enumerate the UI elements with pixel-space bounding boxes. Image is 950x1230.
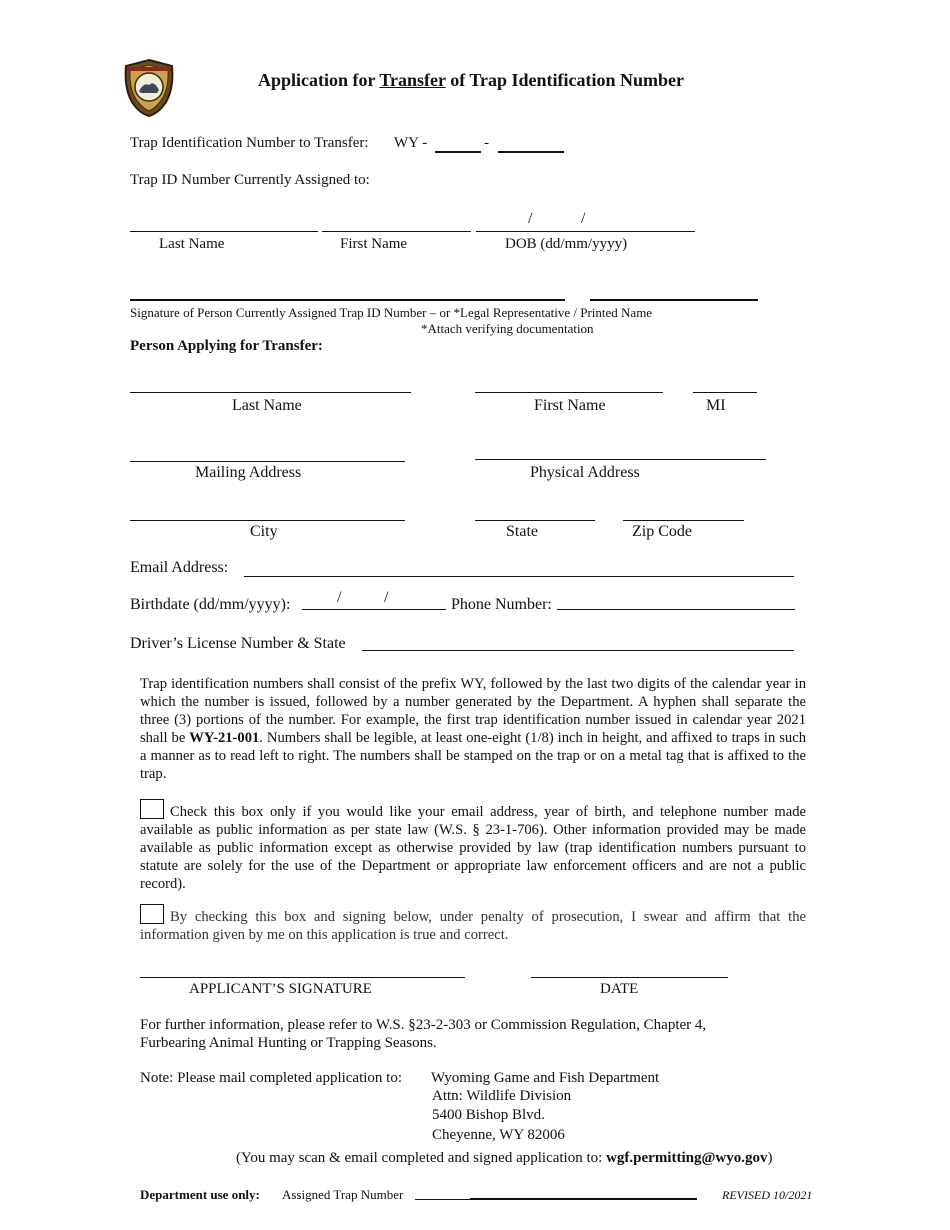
birth-slash: / <box>337 589 342 606</box>
date-label: DATE <box>600 981 639 997</box>
applicant-first-name-label: First Name <box>534 397 606 414</box>
attach-note: *Attach verifying documentation <box>421 321 594 336</box>
birthdate-field[interactable] <box>302 609 446 610</box>
title-suffix: of Trap Identification Number <box>445 70 685 90</box>
mail-note: Note: Please mail completed application to: <box>140 1070 403 1086</box>
page-title <box>258 70 684 91</box>
dob-slash: / <box>528 210 533 227</box>
current-dob-field[interactable] <box>476 231 695 232</box>
rules-text-a: Trap identification numbers shall consist of the prefix WY, followed by the last two digits of the calendar year in which the number is issued, followed by a number generated by the Department. A hyphen shall separate the three (3) portions of the number. For example, the first trap identification number issued in calendar year 2021 shall be <box>140 676 806 746</box>
transfer-label: Trap Identification Number to Transfer: <box>130 135 369 151</box>
current-last-name-label: Last Name <box>159 236 225 252</box>
address-line-3: 5400 Bishop Blvd. <box>432 1107 545 1123</box>
signature-caption: Signature of Person Currently Assigned Trap ID Number – or *Legal Representative / Printed Name <box>130 305 653 320</box>
license-label: Driver’s License Number & State <box>130 635 346 652</box>
affirm-checkbox[interactable] <box>140 904 164 924</box>
applicant-signature-label: APPLICANT’S SIGNATURE <box>189 981 372 997</box>
revised-date: REVISED 10/2021 <box>722 1188 813 1202</box>
applicant-last-name-field[interactable] <box>130 392 411 393</box>
applicant-signature-field[interactable] <box>140 977 465 978</box>
current-signature-field[interactable] <box>130 299 565 301</box>
affirm-text: By checking this box and signing below, under penalty of prosecution, I swear and affirm that the information given by me on this application is true and correct. <box>140 909 806 943</box>
public-info-text: Check this box only if you would like your email address, year of birth, and telephone number made available as public information as per state law (W.S. § 23-1-706). Other information provided may be made available as public information except as otherwise provided by law (trap identification numbers pursuant to statute are solely for the use of the Department or appropriate law enforcement officers and are not a public record). <box>140 804 806 892</box>
transfer-year-field[interactable] <box>435 151 481 153</box>
birthdate-label: Birthdate (dd/mm/yyyy): <box>130 596 291 613</box>
wyoming-game-fish-badge-icon <box>122 58 176 118</box>
address-line-1: Wyoming Game and Fish Department <box>431 1070 660 1086</box>
title-transfer: Transfer <box>379 70 446 90</box>
birth-slash: / <box>384 589 389 606</box>
address-line-4: Cheyenne, WY 82006 <box>432 1127 565 1143</box>
license-field[interactable] <box>362 650 794 651</box>
public-info-checkbox[interactable] <box>140 799 164 819</box>
physical-address-field[interactable] <box>475 459 766 460</box>
rules-text-b: . Numbers shall be legible, at least one-eight (1/8) inch in height, and affixed to traps in such a manner as to read left to right. The numbers shall be stamped on the trap or on a metal tag that is affixed to the trap. <box>140 730 806 782</box>
further-info: For further information, please refer to W.S. §23-2-303 or Commission Regulation, Chapter 4, Furbearing Animal Hunting or Trapping Seasons. <box>140 1017 707 1051</box>
mailing-address-label: Mailing Address <box>195 464 302 481</box>
applicant-mi-label: MI <box>706 397 726 414</box>
phone-field[interactable] <box>557 609 795 610</box>
current-first-name-label: First Name <box>340 236 408 252</box>
state-field[interactable] <box>475 520 595 521</box>
scan-close: ) <box>767 1150 773 1166</box>
physical-address-label: Physical Address <box>530 464 640 481</box>
email-label: Email Address: <box>130 559 229 576</box>
zip-code-label: Zip Code <box>632 523 692 540</box>
assigned-trap-label: Assigned Trap Number <box>282 1187 404 1202</box>
zip-code-field[interactable] <box>623 520 744 521</box>
date-field[interactable] <box>531 977 728 978</box>
current-last-name-field[interactable] <box>130 231 318 232</box>
current-dob-label: DOB (dd/mm/yyyy) <box>505 236 628 252</box>
current-heading: Trap ID Number Currently Assigned to: <box>130 172 370 188</box>
current-first-name-field[interactable] <box>322 231 471 232</box>
transfer-prefix: WY - <box>394 135 428 151</box>
transfer-number-field[interactable] <box>498 151 564 153</box>
applicant-mi-field[interactable] <box>693 392 757 393</box>
rules-example: WY-21-001 <box>189 730 260 746</box>
email-field[interactable] <box>244 576 794 577</box>
permitting-email-link[interactable]: wgf.permitting@wyo.gov <box>606 1150 768 1166</box>
trap-number-rules <box>140 675 806 783</box>
scan-email-note <box>236 1150 773 1167</box>
applicant-last-name-label: Last Name <box>232 397 302 414</box>
scan-text: (You may scan & email completed and signed application to: <box>236 1150 607 1166</box>
dept-use-label: Department use only: <box>140 1187 260 1202</box>
applicant-first-name-field[interactable] <box>475 392 663 393</box>
public-info-section <box>140 799 806 893</box>
title-prefix: Application for <box>258 70 380 90</box>
address-line-2: Attn: Wildlife Division <box>432 1088 572 1104</box>
city-field[interactable] <box>130 520 405 521</box>
assigned-trap-field-heavy <box>470 1198 697 1200</box>
city-label: City <box>250 523 278 540</box>
applicant-heading: Person Applying for Transfer: <box>130 338 323 354</box>
state-label: State <box>506 523 538 540</box>
current-printed-name-field[interactable] <box>590 299 758 301</box>
dob-slash: / <box>581 210 586 227</box>
transfer-separator: - <box>484 135 489 151</box>
affirm-section <box>140 904 806 944</box>
mailing-address-field[interactable] <box>130 461 405 462</box>
phone-label: Phone Number: <box>451 596 552 613</box>
